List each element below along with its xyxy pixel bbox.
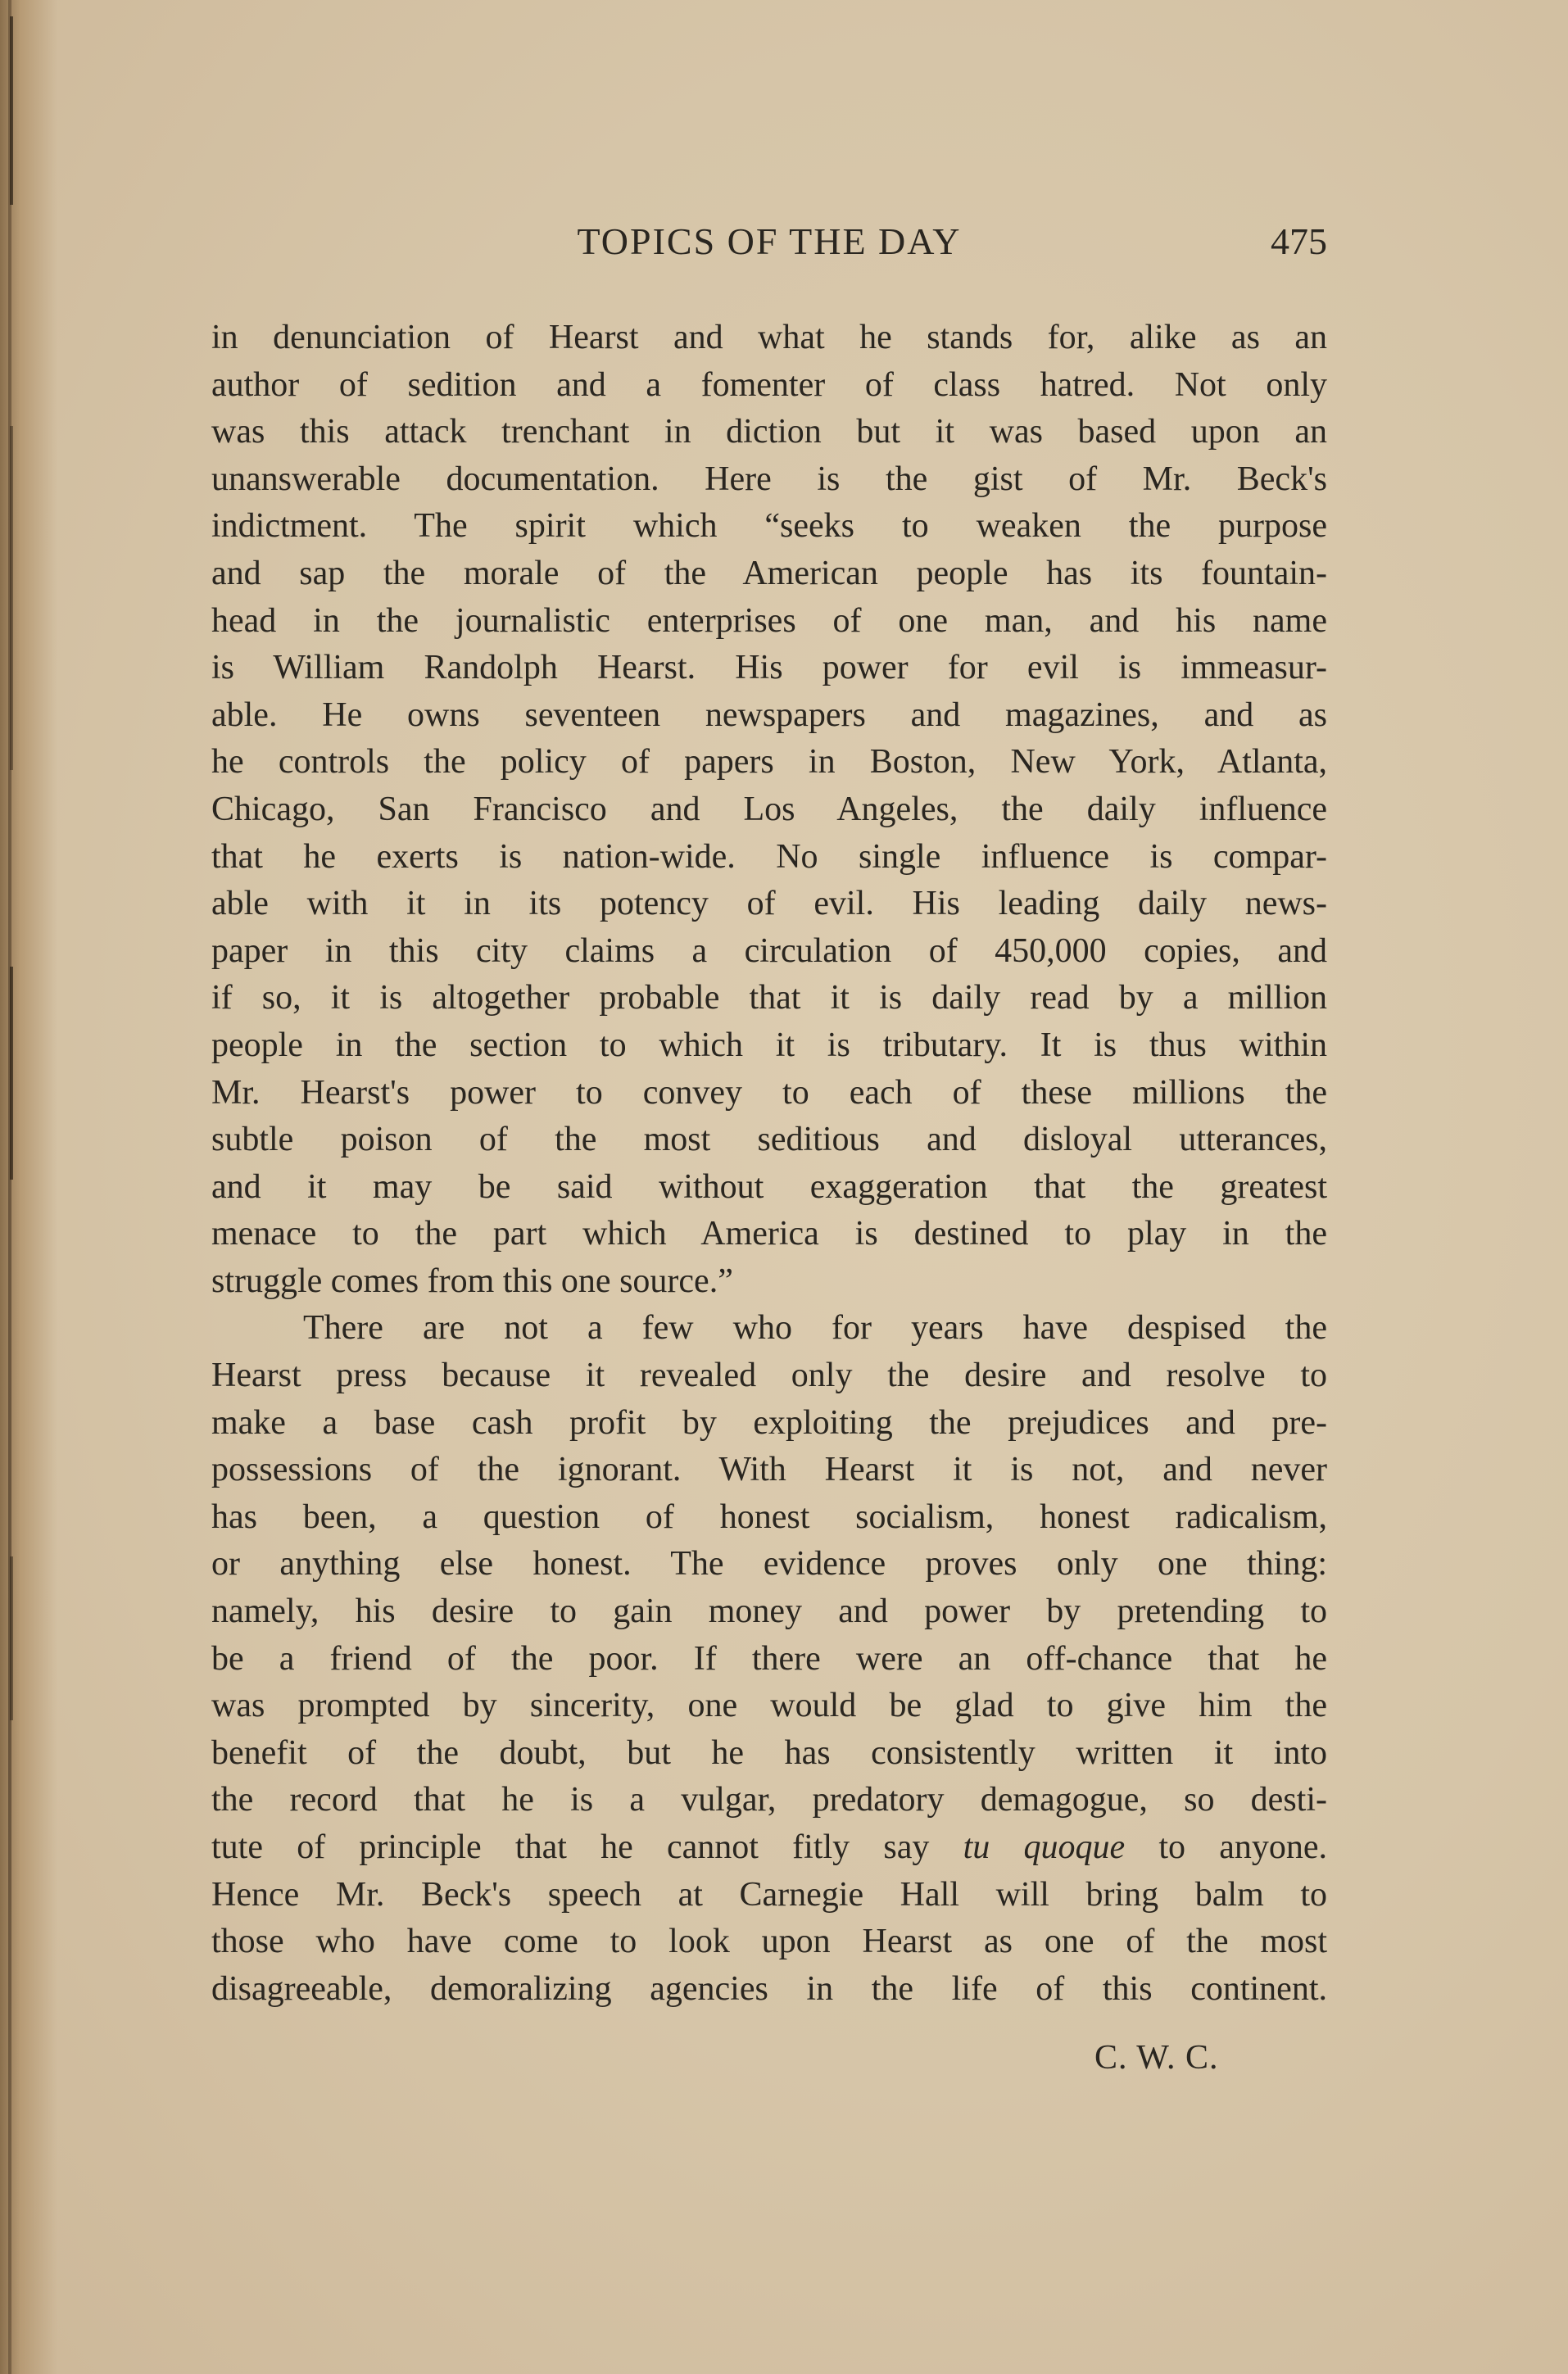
text-line: unanswerable documentation. Here is the gist of Mr. Beck's xyxy=(211,460,1327,498)
text-line: was this attack trenchant in diction but it was based upon an xyxy=(211,413,1327,451)
binding-mark xyxy=(10,426,13,770)
text-line: is William Randolph Hearst. His power for evil is immeasur- xyxy=(211,649,1327,687)
italic-phrase: tu quoque xyxy=(963,1828,1126,1866)
text-line-with-italic xyxy=(211,1824,1327,1872)
text-line: benefit of the doubt, but he has consistently written it into xyxy=(211,1733,1327,1772)
text-line: Mr. Hearst's power to convey to each of these millions the xyxy=(211,1073,1327,1112)
text-line: and sap the morale of the American people has its fountain- xyxy=(211,554,1327,592)
text-line: disagreeable, demoralizing agencies in the life of this continent. xyxy=(211,1969,1327,2008)
text-line: indictment. The spirit which “seeks to weaken the purpose xyxy=(211,507,1327,546)
text-line: in denunciation of Hearst and what he stands for, alike as an xyxy=(211,319,1327,356)
text-line: he controls the policy of papers in Boston, New York, Atlanta, xyxy=(211,743,1327,782)
text-span: tute of principle that he cannot fitly say xyxy=(211,1828,930,1866)
text-line: and it may be said without exaggeration that the greatest xyxy=(211,1167,1327,1206)
text-line: able with it in its potency of evil. His leading daily news- xyxy=(211,885,1327,923)
text-line: has been, a question of honest socialism, honest radicalism, xyxy=(211,1497,1327,1536)
binding-mark xyxy=(10,16,13,205)
text-line: those who have come to look upon Hearst as one of the most xyxy=(211,1923,1327,1961)
text-line: menace to the part which America is destined to play in the xyxy=(211,1215,1327,1253)
text-line: Hearst press because it revealed only the desire and resolve to xyxy=(211,1357,1327,1395)
text-line: the record that he is a vulgar, predatory demagogue, so desti- xyxy=(211,1781,1327,1819)
text-line: namely, his desire to gain money and power by pretending to xyxy=(211,1592,1327,1631)
page-left-edge xyxy=(0,0,57,2374)
text-line: was prompted by sincerity, one would be glad to give him the xyxy=(211,1687,1327,1725)
binding-mark xyxy=(10,967,13,1180)
binding-mark xyxy=(10,1556,13,1720)
text-line: make a base cash profit by exploiting the prejudices and pre- xyxy=(211,1403,1327,1442)
text-line: author of sedition and a fomenter of class hatred. Not only xyxy=(211,365,1327,404)
text-line: head in the journalistic enterprises of one man, and his name xyxy=(211,601,1327,640)
text-line: struggle comes from this one source.” xyxy=(211,1262,733,1300)
text-line: possessions of the ignorant. With Hearst it is not, and never xyxy=(211,1451,1327,1489)
running-head: TOPICS OF THE DAY xyxy=(577,220,962,262)
author-initials: C. W. C. xyxy=(1094,2039,1219,2077)
text-line: or anything else honest. The evidence proves only one thing: xyxy=(211,1545,1327,1583)
text-line: paper in this city claims a circulation of 450,000 copies, and xyxy=(211,931,1327,970)
text-line: Hence Mr. Beck's speech at Carnegie Hall will bring balm to xyxy=(211,1875,1327,1914)
text-line: able. He owns seventeen newspapers and magazines, and as xyxy=(211,695,1327,734)
text-line: Chicago, San Francisco and Los Angeles, the daily influence xyxy=(211,790,1327,828)
text-span: to anyone. xyxy=(1158,1828,1327,1866)
text-line: that he exerts is nation-wide. No single influence is compar- xyxy=(211,837,1327,876)
text-line: There are not a few who for years have despised the xyxy=(303,1309,1327,1348)
page-header xyxy=(211,220,1327,277)
text-line: be a friend of the poor. If there were an off-chance that he xyxy=(211,1639,1327,1678)
text-line: if so, it is altogether probable that it is daily read by a million xyxy=(211,979,1327,1017)
text-line: people in the section to which it is tributary. It is thus within xyxy=(211,1026,1327,1064)
body-text xyxy=(211,315,1327,2013)
page-number: 475 xyxy=(1271,220,1327,262)
text-line: subtle poison of the most seditious and disloyal utterances, xyxy=(211,1121,1327,1159)
